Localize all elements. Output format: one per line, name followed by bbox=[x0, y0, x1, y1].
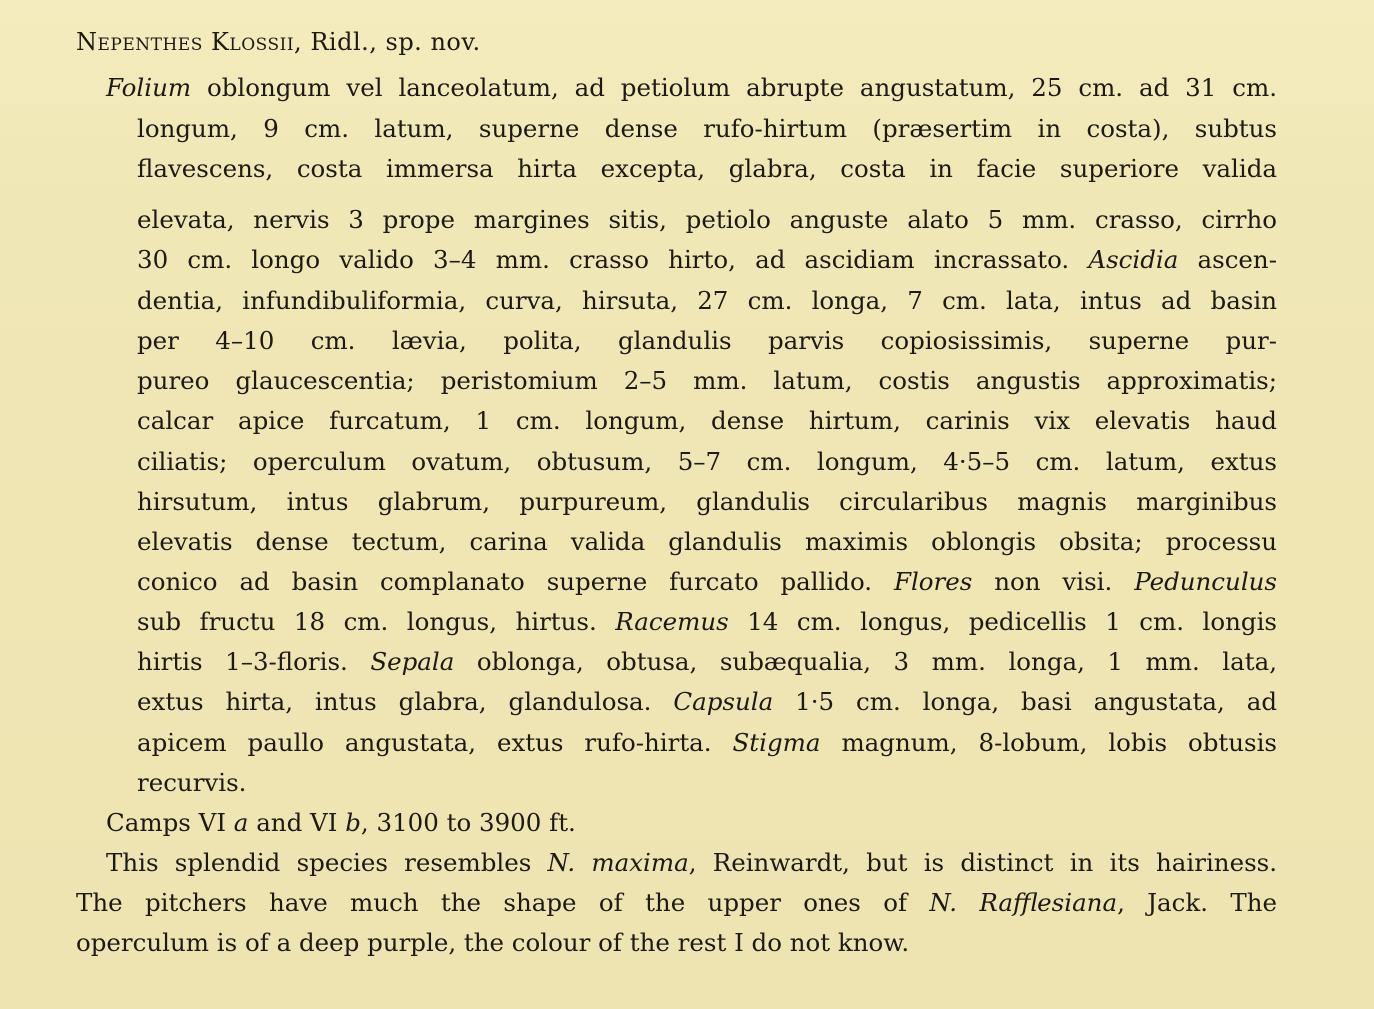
description-line: elevata, nervis 3 prope margines sitis, petiolo anguste alato 5 mm. crasso, cirrho bbox=[137, 205, 1277, 234]
description-line: ciliatis; operculum ovatum, obtusum, 5–7 cm. longum, 4·5–5 cm. latum, extus bbox=[137, 447, 1277, 476]
description-line: dentia, infundibuliformia, curva, hirsuta, 27 cm. longa, 7 cm. lata, intus ad basin bbox=[137, 286, 1277, 315]
locality: Camps VI a and VI b, 3100 to 3900 ft. bbox=[106, 808, 576, 837]
remarks-line: operculum is of a deep purple, the colour of the rest I do not know. bbox=[76, 928, 910, 957]
description-line: Folium oblongum vel lanceolatum, ad petiolum abrupte angustatum, 25 cm. ad 31 cm. bbox=[106, 73, 1277, 102]
description-line: recurvis. bbox=[137, 768, 247, 797]
description-line: hirtis 1–3-floris. Sepala oblonga, obtusa, subæqualia, 3 mm. longa, 1 mm. lata, bbox=[137, 647, 1277, 676]
description-line: extus hirta, intus glabra, glandulosa. Capsula 1·5 cm. longa, basi angustata, ad bbox=[137, 687, 1277, 716]
species-heading bbox=[76, 28, 481, 56]
description-line: per 4–10 cm. lævia, polita, glandulis parvis copiosissimis, superne pur- bbox=[137, 326, 1277, 355]
description-line: sub fructu 18 cm. longus, hirtus. Racemus 14 cm. longus, pedicellis 1 cm. longis bbox=[137, 607, 1277, 636]
description-line: conico ad basin complanato superne furcato pallido. Flores non visi. Pedunculus bbox=[137, 567, 1278, 596]
remarks-line: The pitchers have much the shape of the upper ones of N. Rafflesiana, Jack. The bbox=[76, 888, 1277, 917]
description-line: pureo glaucescentia; peristomium 2–5 mm. latum, costis angustis approximatis; bbox=[137, 366, 1277, 395]
description-line: apicem paullo angustata, extus rufo-hirta. Stigma magnum, 8-lobum, lobis obtusis bbox=[137, 728, 1277, 757]
description-line: flavescens, costa immersa hirta excepta, glabra, costa in facie superiore valida bbox=[137, 154, 1277, 183]
species-name: Nepenthes Klossii, bbox=[76, 28, 303, 56]
species-author: Ridl., sp. nov. bbox=[302, 28, 481, 56]
description-line: hirsutum, intus glabrum, purpureum, glandulis circularibus magnis marginibus bbox=[137, 487, 1277, 516]
description-line: calcar apice furcatum, 1 cm. longum, dense hirtum, carinis vix elevatis haud bbox=[137, 406, 1277, 435]
description-line: longum, 9 cm. latum, superne dense rufo-hirtum (præsertim in costa), subtus bbox=[137, 114, 1277, 143]
description-line: 30 cm. longo valido 3–4 mm. crasso hirto, ad ascidiam incrassato. Ascidia ascen- bbox=[137, 245, 1277, 274]
description-line: elevatis dense tectum, carina valida glandulis maximis oblongis obsita; processu bbox=[137, 527, 1277, 556]
remarks-line: This splendid species resembles N. maxima, Reinwardt, but is distinct in its hairiness. bbox=[106, 848, 1278, 877]
